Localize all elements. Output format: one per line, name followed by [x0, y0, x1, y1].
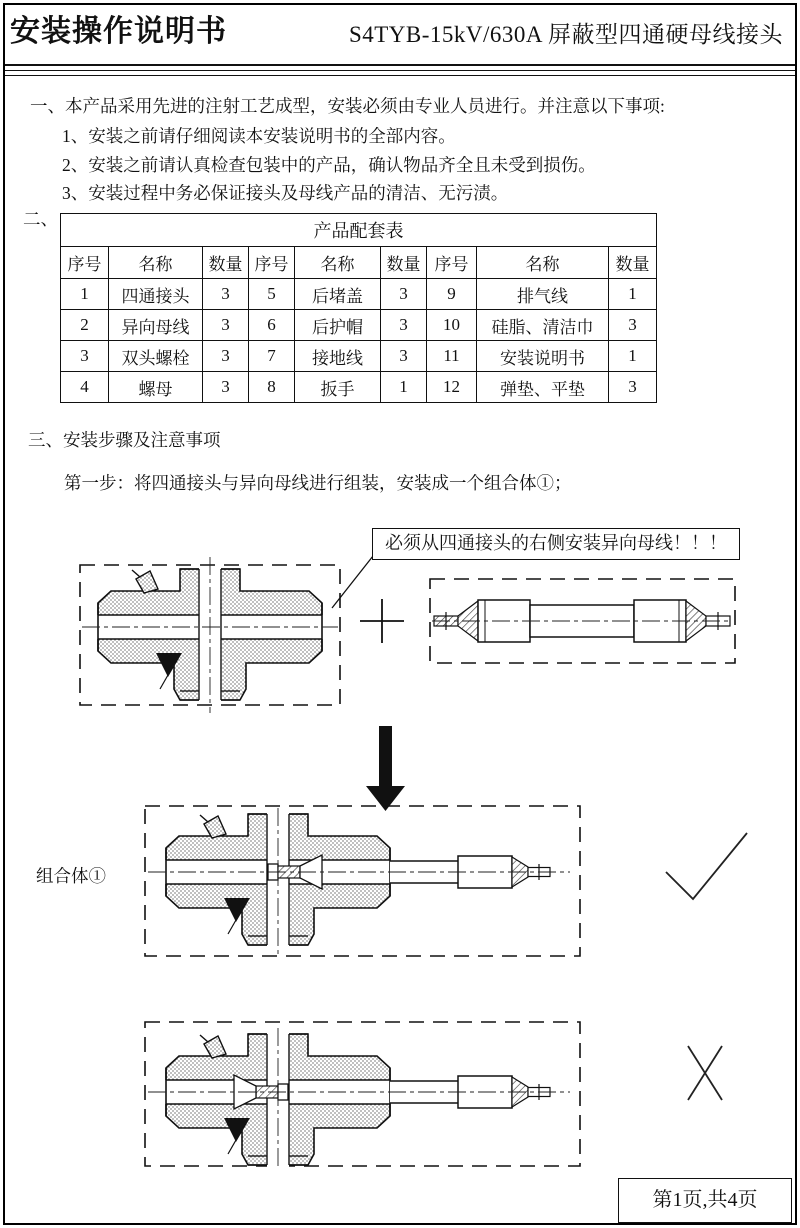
cell: 6	[249, 310, 295, 341]
cell: 异向母线	[109, 310, 203, 341]
assembly-drawing-correct	[148, 808, 570, 954]
check-icon	[666, 833, 747, 899]
cell: 排气线	[477, 279, 609, 310]
cell: 10	[427, 310, 477, 341]
assembly-label: 组合体①	[36, 866, 106, 886]
product-title: S4TYB-15kV/630A 屏蔽型四通硬母线接头	[348, 22, 784, 47]
cell: 弹垫、平垫	[477, 372, 609, 403]
cell: 安装说明书	[477, 341, 609, 372]
col-header: 名称	[109, 247, 203, 279]
cell: 12	[427, 372, 477, 403]
header-rule	[5, 64, 795, 66]
dashed-frame-assembly-correct	[145, 806, 580, 956]
table-row	[61, 279, 657, 310]
cell: 3	[381, 341, 427, 372]
callout-leader-line	[332, 556, 373, 608]
cell: 螺母	[109, 372, 203, 403]
table-header-row	[61, 247, 657, 279]
table-title: 产品配套表	[61, 214, 657, 247]
section1-item: 3、安装过程中务必保证接头及母线产品的清洁、无污渍。	[62, 183, 509, 203]
four-way-connector-drawing	[82, 557, 338, 713]
col-header: 数量	[203, 247, 249, 279]
table-title-row	[61, 214, 657, 247]
cell: 3	[203, 279, 249, 310]
warning-callout: 必须从四通接头的右侧安装异向母线！！！	[372, 528, 740, 560]
cell: 3	[203, 372, 249, 403]
cell: 11	[427, 341, 477, 372]
busbar-drawing	[432, 600, 732, 642]
cell: 1	[61, 279, 109, 310]
x-icon	[688, 1046, 722, 1100]
cell: 后护帽	[295, 310, 381, 341]
cell: 双头螺栓	[109, 341, 203, 372]
col-header: 序号	[249, 247, 295, 279]
product-kit-table	[60, 213, 657, 403]
section1-heading: 一、本产品采用先进的注射工艺成型，安装必须由专业人员进行。并注意以下事项:	[30, 96, 665, 116]
section2-label: 二、	[23, 209, 58, 229]
assembly-drawing-wrong	[148, 1028, 570, 1167]
col-header: 数量	[381, 247, 427, 279]
cell: 后堵盖	[295, 279, 381, 310]
step1-text: 第一步：将四通接头与异向母线进行组装，安装成一个组合体①；	[64, 473, 572, 493]
document-title: 安装操作说明书	[10, 15, 227, 48]
col-header: 序号	[61, 247, 109, 279]
cell: 3	[61, 341, 109, 372]
down-arrow-icon	[366, 726, 405, 811]
cell: 3	[609, 310, 657, 341]
col-header: 序号	[427, 247, 477, 279]
section3-heading: 三、安装步骤及注意事项	[28, 430, 221, 450]
cell: 3	[381, 310, 427, 341]
dashed-frame-connector	[80, 565, 340, 705]
cell: 1	[381, 372, 427, 403]
dashed-frame-assembly-wrong	[145, 1022, 580, 1166]
plus-sign	[360, 599, 404, 643]
page-number-box: 第1页,共4页	[618, 1178, 792, 1223]
cell: 3	[203, 341, 249, 372]
cell: 2	[61, 310, 109, 341]
cell: 1	[609, 279, 657, 310]
cell: 1	[609, 341, 657, 372]
cell: 接地线	[295, 341, 381, 372]
cell: 四通接头	[109, 279, 203, 310]
cell: 8	[249, 372, 295, 403]
table-row	[61, 310, 657, 341]
cell: 3	[381, 279, 427, 310]
header-double-rule	[5, 70, 795, 76]
cell: 7	[249, 341, 295, 372]
section1-item: 1、安装之前请仔细阅读本安装说明书的全部内容。	[62, 126, 456, 146]
dashed-frame-busbar	[430, 579, 735, 663]
col-header: 名称	[477, 247, 609, 279]
cell: 扳手	[295, 372, 381, 403]
cell: 5	[249, 279, 295, 310]
cell: 硅脂、清洁巾	[477, 310, 609, 341]
cell: 3	[203, 310, 249, 341]
cell: 3	[609, 372, 657, 403]
table-row	[61, 372, 657, 403]
col-header: 数量	[609, 247, 657, 279]
cell: 9	[427, 279, 477, 310]
table-row	[61, 341, 657, 372]
section1-item: 2、安装之前请认真检查包装中的产品，确认物品齐全且未受到损伤。	[62, 155, 596, 175]
col-header: 名称	[295, 247, 381, 279]
cell: 4	[61, 372, 109, 403]
